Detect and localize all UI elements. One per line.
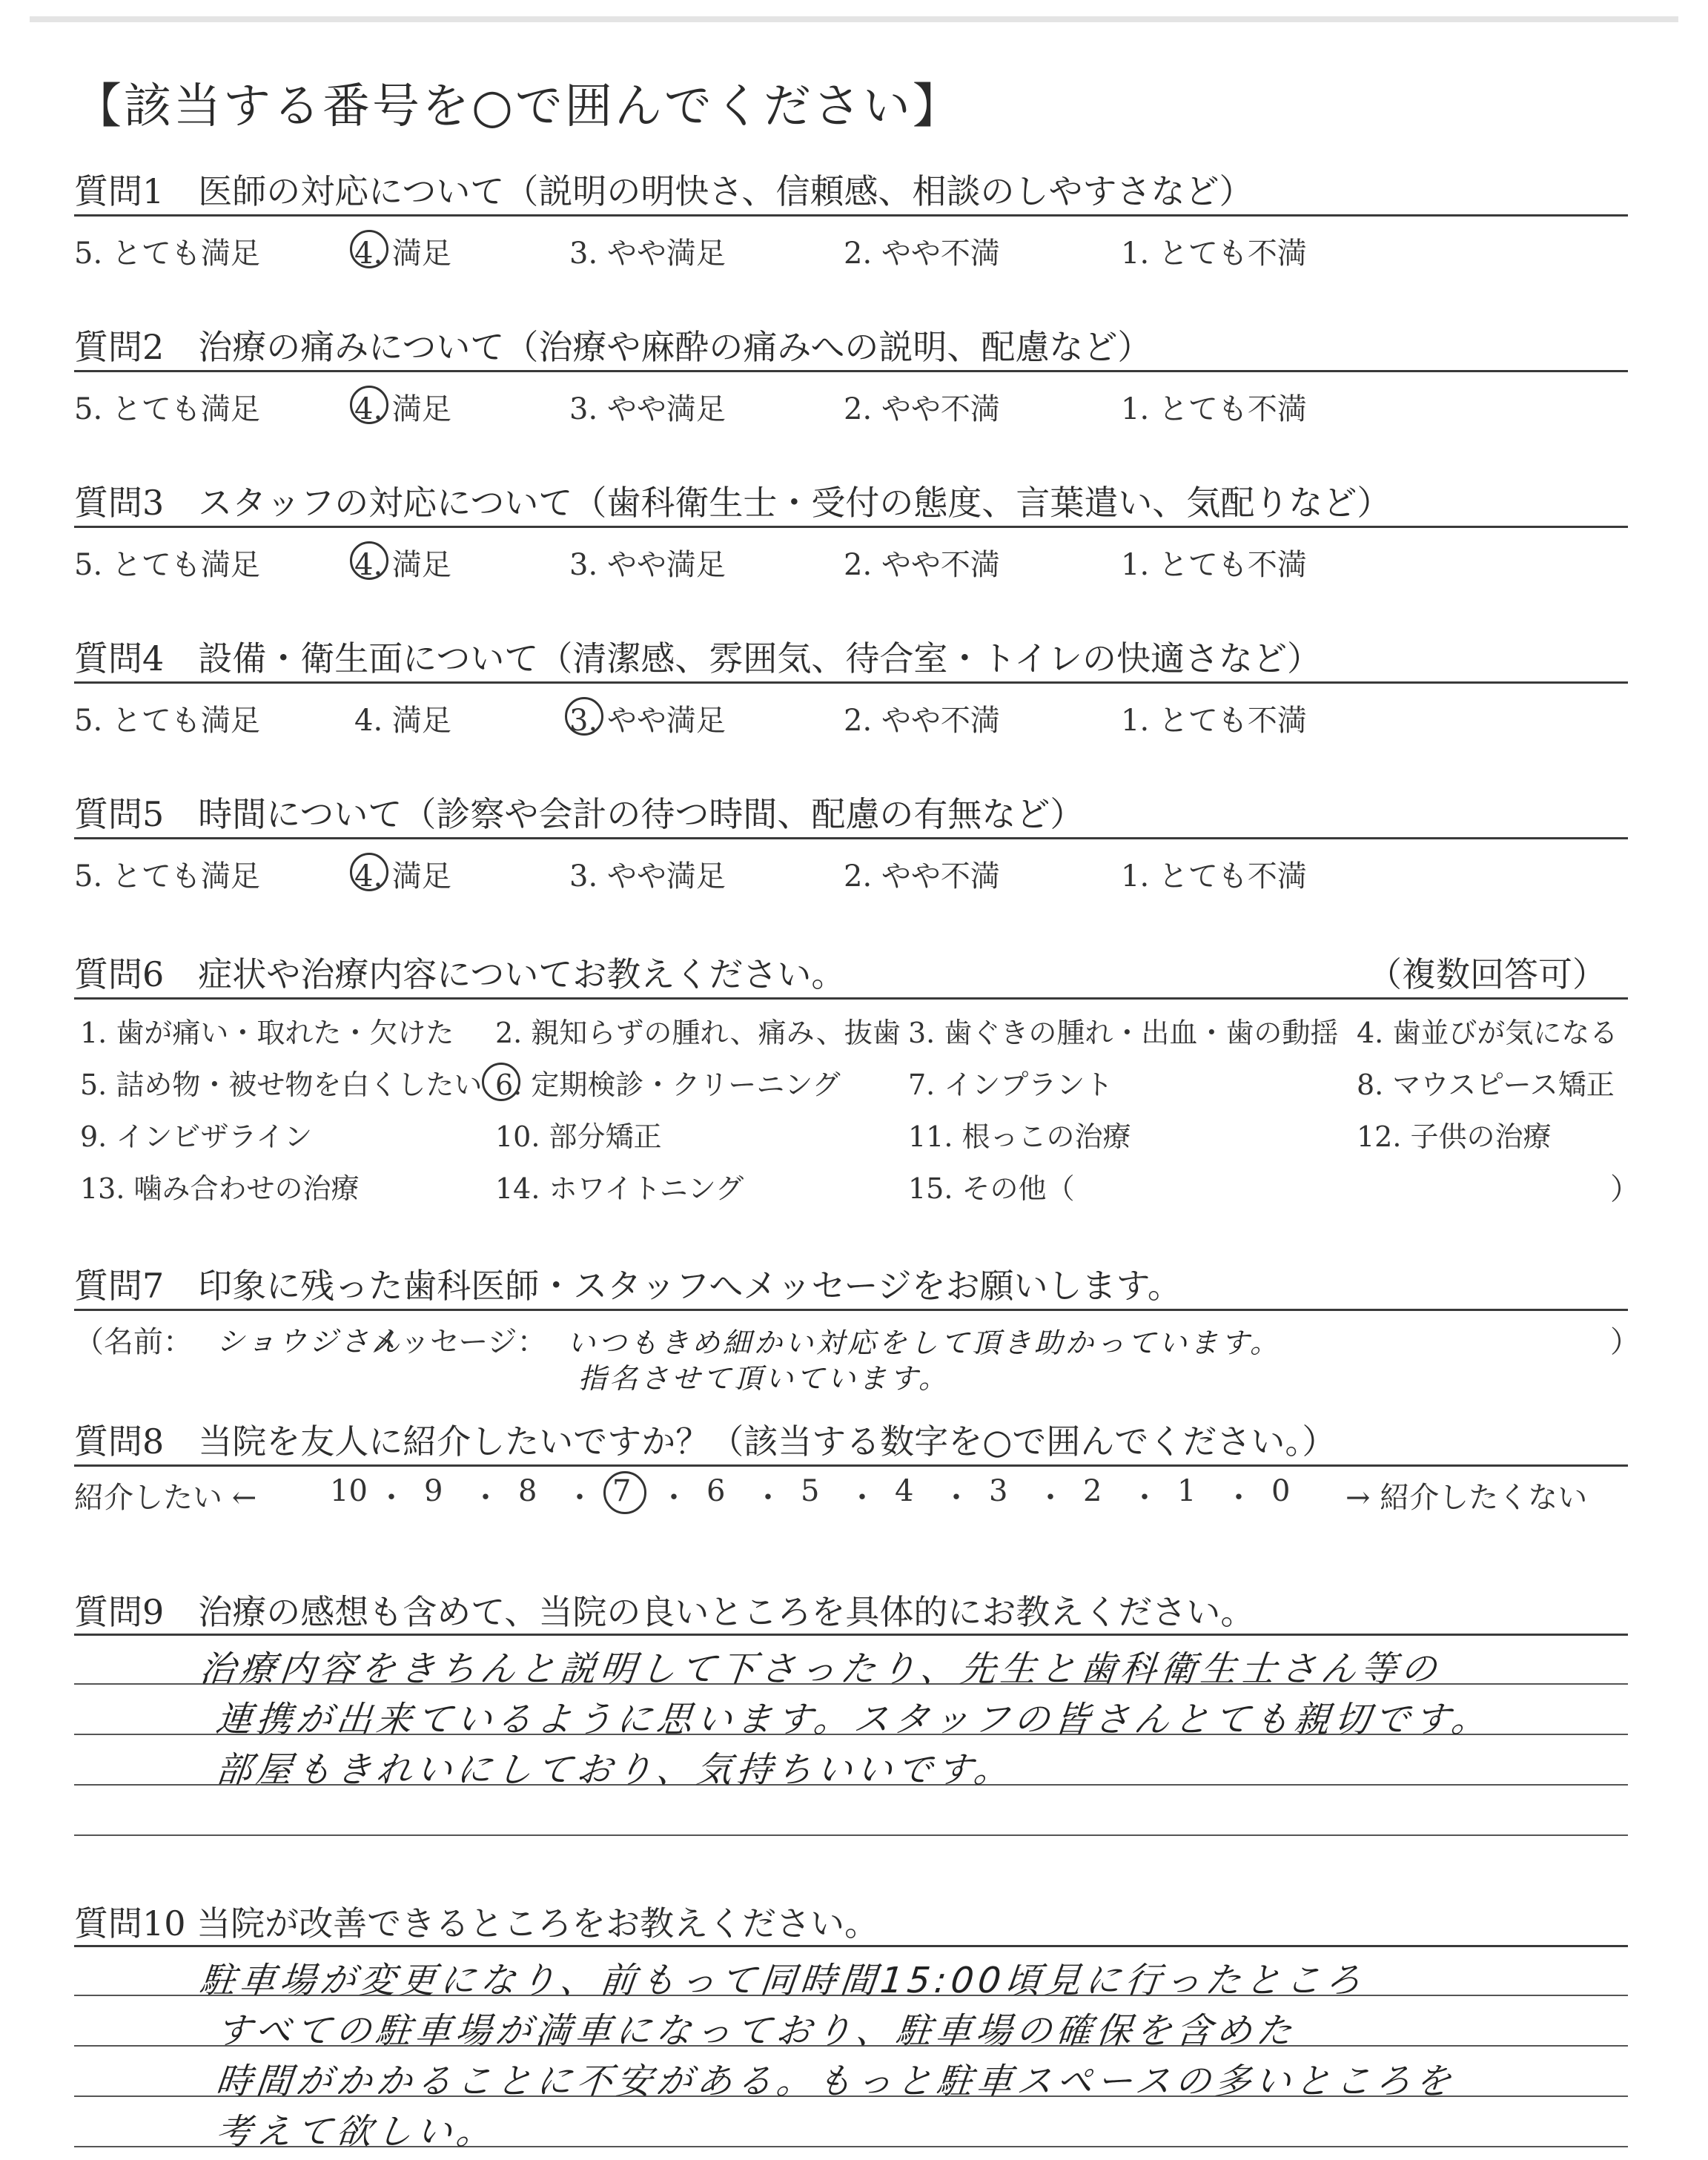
q7-message-label: メッセージ： xyxy=(371,1325,547,1359)
q3-option: 1. とても不満 xyxy=(1121,548,1307,582)
q5-option: 5. とても満足 xyxy=(74,859,260,894)
q8-scale-dot: ・ xyxy=(941,1481,971,1515)
q6-title: 質問6 症状や治療内容についてお教えください。 xyxy=(74,954,846,994)
q7-rule xyxy=(74,1309,1628,1311)
q6-option: 8. マウスピース矯正 xyxy=(1357,1069,1615,1101)
q1-selected-circle xyxy=(350,230,388,268)
q10-answer-line: 駐車場が変更になり、前もって同時間15:00頃見に行ったところ xyxy=(197,1960,1368,2001)
q6-option: 2. 親知らずの腫れ、痛み、抜歯 xyxy=(495,1017,901,1049)
q1-option: 3. やや満足 xyxy=(569,237,726,271)
q1-option: 4. 満足 xyxy=(354,237,451,271)
q8-scale-number: 5 xyxy=(801,1474,820,1508)
q10-answer-line: すべての駐車場が満車になっており、駐車場の確保を含めた xyxy=(214,2010,1299,2052)
q8-scale-number: 0 xyxy=(1271,1474,1291,1508)
q8-scale-dot: ・ xyxy=(659,1481,689,1515)
q4-rule xyxy=(74,681,1628,684)
q6-note: （複数回答可） xyxy=(1368,954,1606,994)
q6-option: 3. 歯ぐきの腫れ・出血・歯の動揺 xyxy=(908,1017,1339,1049)
q9-title: 質問9 治療の感想も含めて、当院の良いところを具体的にお教えください。 xyxy=(74,1592,1255,1632)
q6-option: 6. 定期検診・クリーニング xyxy=(495,1069,841,1101)
q1-option: 1. とても不満 xyxy=(1121,237,1307,271)
q8-title: 質問8 当院を友人に紹介したいですか？（該当する数字を○で囲んでください。） xyxy=(74,1421,1337,1462)
q2-selected-circle xyxy=(350,386,388,424)
q1-option: 5. とても満足 xyxy=(74,237,260,271)
q7-close: ） xyxy=(1610,1325,1640,1359)
q6-option: 1. 歯が痛い・取れた・欠けた xyxy=(80,1017,454,1049)
q3-option: 5. とても満足 xyxy=(74,548,260,582)
q1-rule xyxy=(74,214,1628,217)
q8-left-label: 紹介したい ← xyxy=(74,1481,257,1515)
q10-answer-line: 時間がかかることに不安がある。もっと駐車スペースの多いところを xyxy=(214,2061,1458,2102)
q8-scale-number: 8 xyxy=(518,1474,537,1508)
q8-right-label: → 紹介したくない xyxy=(1345,1481,1588,1515)
q6-option: 15. その他（ xyxy=(908,1172,1075,1205)
q9-answer-line: 部屋もきれいにしており、気持ちいいです。 xyxy=(214,1749,1016,1791)
q6-option: 5. 詰め物・被せ物を白くしたい xyxy=(80,1069,483,1101)
q3-rule xyxy=(74,526,1628,528)
q10-answer-line: 考えて欲しい。 xyxy=(214,2111,499,2153)
q7-message-line1: いつもきめ細かい対応をして頂き助かっています。 xyxy=(567,1327,1281,1359)
q7-title: 質問7 印象に残った歯科医師・スタッフへメッセージをお願いします。 xyxy=(74,1266,1182,1306)
q4-selected-circle xyxy=(565,697,603,736)
q5-rule xyxy=(74,837,1628,839)
q4-option: 4. 満足 xyxy=(354,704,451,738)
scan-top-edge xyxy=(30,16,1678,22)
q8-scale-number: 7 xyxy=(612,1474,632,1508)
q8-scale-number: 2 xyxy=(1083,1474,1102,1508)
q9-answer-rule xyxy=(74,1834,1628,1836)
q10-title: 質問10 当院が改善できるところをお教えください。 xyxy=(74,1903,879,1943)
q5-selected-circle xyxy=(350,853,388,891)
q8-scale-number: 9 xyxy=(424,1474,443,1508)
q5-option: 4. 満足 xyxy=(354,859,451,894)
q6-option: 9. インビザライン xyxy=(80,1120,313,1153)
q2-option: 1. とても不満 xyxy=(1121,392,1307,426)
q8-scale-number: 1 xyxy=(1177,1474,1196,1508)
q6-option: 7. インプラント xyxy=(908,1069,1113,1101)
q2-option: 5. とても満足 xyxy=(74,392,260,426)
q1-option: 2. やや不満 xyxy=(844,237,1000,271)
q4-option: 3. やや満足 xyxy=(569,704,726,738)
q6-option: 11. 根っこの治療 xyxy=(908,1120,1131,1153)
page-heading: 【該当する番号を○で囲んでください】 xyxy=(74,79,962,134)
q8-scale-dot: ・ xyxy=(377,1481,406,1515)
q7-name-label: （名前： xyxy=(74,1325,193,1359)
q9-answer-line: 連携が出来ているように思います。スタッフの皆さんとても親切です。 xyxy=(214,1699,1494,1740)
q3-title: 質問3 スタッフの対応について（歯科衛生士・受付の態度、言葉遣い、気配りなど） xyxy=(74,483,1391,523)
q8-rule xyxy=(74,1464,1628,1467)
q8-scale-dot: ・ xyxy=(1036,1481,1065,1515)
q2-option: 4. 満足 xyxy=(354,392,451,426)
q2-option: 2. やや不満 xyxy=(844,392,1000,426)
q8-scale-dot: ・ xyxy=(847,1481,877,1515)
q5-title: 質問5 時間について（診察や会計の待つ時間、配慮の有無など） xyxy=(74,794,1085,834)
q8-scale-dot: ・ xyxy=(1130,1481,1159,1515)
q8-scale-dot: ・ xyxy=(565,1481,595,1515)
q2-title: 質問2 治療の痛みについて（治療や麻酔の痛みへの説明、配慮など） xyxy=(74,327,1152,367)
q5-option: 1. とても不満 xyxy=(1121,859,1307,894)
q4-title: 質問4 設備・衛生面について（清潔感、雰囲気、待合室・トイレの快適さなど） xyxy=(74,638,1322,678)
q8-scale-dot: ・ xyxy=(1224,1481,1254,1515)
q6-option: 14. ホワイトニング xyxy=(495,1172,744,1205)
q1-title: 質問1 医師の対応について（説明の明快さ、信頼感、相談のしやすさなど） xyxy=(74,171,1254,211)
q6-selected-circle xyxy=(482,1063,520,1101)
q8-scale-number: 4 xyxy=(895,1474,914,1508)
q6-rule xyxy=(74,997,1628,1000)
q6-option: 4. 歯並びが気になる xyxy=(1357,1017,1618,1049)
q3-option: 4. 満足 xyxy=(354,548,451,582)
q2-rule xyxy=(74,370,1628,372)
q3-option: 3. やや満足 xyxy=(569,548,726,582)
q3-option: 2. やや不満 xyxy=(844,548,1000,582)
q6-option: 13. 噛み合わせの治療 xyxy=(80,1172,360,1205)
q8-scale-dot: ・ xyxy=(471,1481,500,1515)
q8-scale-number: 3 xyxy=(989,1474,1008,1508)
q8-scale-dot: ・ xyxy=(753,1481,783,1515)
q8-selected-circle xyxy=(603,1471,646,1514)
q6-option: 10. 部分矯正 xyxy=(495,1120,662,1153)
q8-scale-number: 6 xyxy=(706,1474,726,1508)
q6-other-close: ） xyxy=(1610,1172,1640,1206)
q3-selected-circle xyxy=(350,541,388,580)
q8-scale-number: 10 xyxy=(330,1474,368,1508)
q4-option: 1. とても不満 xyxy=(1121,704,1307,738)
q10-rule xyxy=(74,1945,1628,1947)
q7-message-line2: 指名させて頂いています。 xyxy=(578,1362,950,1395)
q2-option: 3. やや満足 xyxy=(569,392,726,426)
q9-rule xyxy=(74,1634,1628,1636)
q4-option: 5. とても満足 xyxy=(74,704,260,738)
q5-option: 3. やや満足 xyxy=(569,859,726,894)
q6-option: 12. 子供の治療 xyxy=(1357,1120,1552,1153)
q9-answer-line: 治療内容をきちんと説明して下さったり、先生と歯科衛生士さん等の xyxy=(197,1648,1443,1690)
q4-option: 2. やや不満 xyxy=(844,704,1000,738)
q7-name-value: ショウジさん xyxy=(216,1325,403,1358)
q5-option: 2. やや不満 xyxy=(844,859,1000,894)
